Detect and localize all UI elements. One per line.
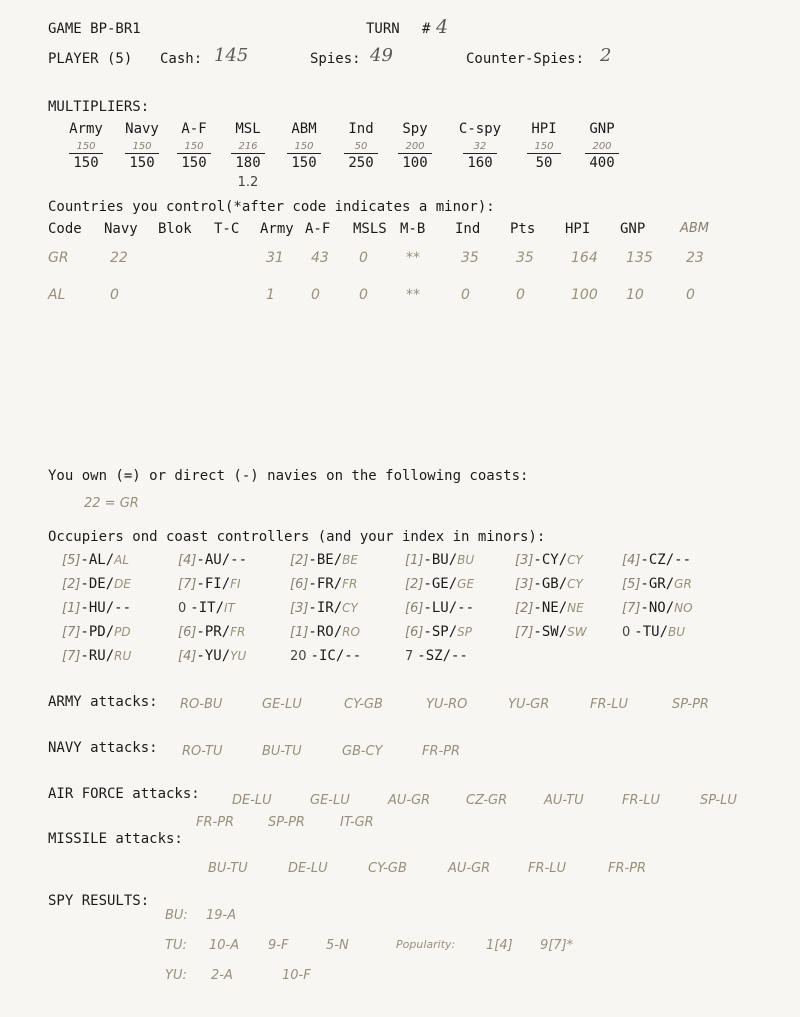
cell-code: AL: [48, 287, 66, 303]
spy-entry: 5-N: [326, 938, 349, 953]
multiplier-max-wrap: [450, 153, 510, 171]
occupier-owner: GR: [674, 577, 692, 591]
occupier-code: -AL/: [80, 552, 115, 568]
occupier-owner: FR: [342, 577, 358, 591]
cell-ind: 35: [461, 250, 479, 266]
occupier-item: [62, 648, 131, 664]
col-header-gnp: GNP: [620, 221, 646, 237]
cell-abm: 0: [686, 287, 695, 303]
player-label: PLAYER (5): [48, 51, 133, 67]
missile-attacks-label: MISSILE attacks:: [48, 831, 183, 847]
multiplier-current: 150: [534, 141, 554, 152]
multipliers-title: MULTIPLIERS:: [48, 99, 150, 115]
attack-entry: GB-CY: [342, 744, 383, 759]
multiplier-current: 150: [132, 141, 152, 152]
navies-title: You own (=) or direct (-) navies on the following coasts:: [48, 468, 529, 484]
multiplier-current: 32: [473, 141, 487, 152]
spy-entry: BU:: [165, 908, 188, 923]
spy-entry: TU:: [165, 938, 187, 953]
occupier-index: [7]: [62, 625, 81, 640]
occupier-owner: FR: [230, 625, 246, 639]
multiplier-max-wrap: [274, 153, 334, 171]
col-header-blok: Blok: [158, 221, 192, 237]
cell-hpi: 100: [571, 287, 598, 303]
col-header-msls: MSLS: [353, 221, 387, 237]
col-header-hpi: HPI: [565, 221, 591, 237]
occupier-owner: IT: [224, 601, 235, 615]
attack-entry: DE-LU: [288, 861, 328, 876]
table-row: [0, 250, 800, 272]
multiplier-current: 150: [76, 141, 96, 152]
occupier-index: [7]: [62, 649, 81, 664]
occupier-index: 20: [290, 649, 307, 664]
multiplier-max-wrap: [56, 153, 116, 171]
attack-entry: YU-GR: [508, 697, 550, 712]
spy-entry: 2-A: [211, 968, 233, 983]
occupier-index: [7]: [622, 601, 641, 616]
occupier-item: [622, 552, 691, 568]
attack-entry: BU-TU: [262, 744, 302, 759]
cell-abm: 23: [686, 250, 704, 266]
multiplier-col-c-spy: [450, 121, 510, 171]
multiplier-label: MSL: [235, 121, 261, 137]
occupier-item: [290, 552, 358, 568]
occupier-code: -PR/: [196, 624, 231, 640]
cell-navy: 22: [110, 250, 128, 266]
multiplier-max: 180: [231, 153, 265, 171]
occupier-item: [405, 624, 472, 640]
turn-value: 4: [436, 16, 449, 38]
occupier-code: -LU/--: [423, 600, 474, 616]
attack-entry: AU-GR: [388, 793, 431, 808]
occupier-code: -FR/: [308, 576, 343, 592]
multiplier-current: 50: [354, 141, 368, 152]
multiplier-max-wrap: [218, 153, 278, 171]
table-row: [0, 287, 800, 309]
attack-entry: RO-BU: [180, 697, 223, 712]
spy-entry: 19-A: [206, 908, 237, 923]
col-header-abm: ABM: [680, 221, 710, 236]
occupier-item: [290, 624, 360, 640]
attack-entry: SP-LU: [700, 793, 737, 808]
multiplier-max-wrap: [164, 153, 224, 171]
occupier-item: [405, 600, 474, 616]
occupier-code: -PD/: [80, 624, 115, 640]
multiplier-max-wrap: [331, 153, 391, 171]
navies-value: 22 = GR: [84, 496, 139, 511]
multiplier-note: 1.2: [237, 175, 259, 190]
occupier-item: [515, 552, 583, 568]
attack-entry: GE-LU: [262, 697, 302, 712]
cell-msls: 0: [359, 250, 368, 266]
occupier-owner: SW: [567, 625, 587, 639]
occupier-owner: BE: [342, 553, 358, 567]
attack-entry: YU-RO: [426, 697, 468, 712]
occupier-code: -IR/: [308, 600, 343, 616]
attack-entry: CZ-GR: [466, 793, 508, 808]
multiplier-current: 200: [405, 141, 425, 152]
multiplier-col-spy: [385, 121, 445, 171]
occupier-code: -IC/--: [310, 648, 362, 664]
occupier-index: [7]: [515, 625, 534, 640]
attack-entry: FR-LU: [528, 861, 566, 876]
attack-entry: RO-TU: [182, 744, 223, 759]
occupier-code: -RU/: [80, 648, 115, 664]
spy-entry: 1[4]: [486, 938, 513, 953]
occupier-item: [622, 600, 693, 616]
occupier-item: [405, 576, 474, 592]
occupier-code: -CZ/--: [640, 552, 691, 568]
col-header-navy: Navy: [104, 221, 138, 237]
multiplier-max: 160: [463, 153, 497, 171]
cash-label: Cash:: [160, 51, 203, 67]
multiplier-col-hpi: [514, 121, 574, 171]
occupier-index: [6]: [405, 625, 424, 640]
army-attacks-label: ARMY attacks:: [48, 694, 158, 710]
occupier-index: [7]: [178, 577, 197, 592]
occupier-index: [3]: [515, 577, 534, 592]
multiplier-max-wrap: [385, 153, 445, 171]
occupier-owner: BU: [457, 553, 475, 567]
counter-spies-value: 2: [600, 45, 612, 66]
occupier-index: [1]: [405, 553, 424, 568]
cell-code: GR: [48, 250, 69, 266]
occupier-owner: NO: [674, 601, 693, 615]
multiplier-max-wrap: [112, 153, 172, 171]
occupier-index: [2]: [62, 577, 81, 592]
cell-mb: **: [406, 287, 420, 303]
attack-entry: BU-TU: [208, 861, 248, 876]
occupier-code: -HU/--: [80, 600, 131, 616]
attack-entry: CY-GB: [368, 861, 407, 876]
occupier-owner: CY: [567, 553, 583, 567]
occupier-item: [405, 648, 468, 664]
occupier-index: [5]: [622, 577, 641, 592]
multiplier-col-gnp: [572, 121, 632, 171]
navy-attacks-label: NAVY attacks:: [48, 740, 158, 756]
cell-pts: 0: [516, 287, 525, 303]
spy-entry: 10-A: [209, 938, 240, 953]
multiplier-label: Army: [69, 121, 103, 137]
multiplier-label: C-spy: [458, 121, 502, 137]
multiplier-col-msl: [218, 121, 278, 190]
multiplier-max: 150: [125, 153, 159, 171]
occupier-index: 7: [405, 649, 414, 664]
occupier-item: [405, 552, 474, 568]
occupier-owner: CY: [567, 577, 583, 591]
col-header-a-f: A-F: [305, 221, 331, 237]
col-header-code: Code: [48, 221, 82, 237]
occupier-code: -IT/: [190, 600, 224, 616]
occupier-owner: PD: [114, 625, 131, 639]
cell-af: 0: [311, 287, 320, 303]
occupier-code: -CY/: [533, 552, 568, 568]
occupier-index: 0: [622, 625, 631, 640]
occupier-code: -DE/: [80, 576, 115, 592]
occupier-code: -FI/: [196, 576, 231, 592]
occupier-item: [622, 576, 692, 592]
attack-entry: FR-PR: [196, 815, 235, 830]
countries-title: Countries you control(*after code indicates a minor):: [48, 199, 495, 215]
attack-entry: FR-PR: [608, 861, 647, 876]
attack-entry: SP-PR: [672, 697, 709, 712]
occupier-index: [2]: [290, 553, 309, 568]
occupier-item: [515, 624, 587, 640]
occupier-owner: GE: [457, 577, 475, 591]
occupier-code: -GR/: [640, 576, 675, 592]
game-label: GAME BP-BR1: [48, 21, 141, 37]
multiplier-max: 150: [177, 153, 211, 171]
occupier-code: -GE/: [423, 576, 458, 592]
multiplier-col-navy: [112, 121, 172, 171]
occupier-index: [5]: [62, 553, 81, 568]
occupier-index: [6]: [178, 625, 197, 640]
occupier-code: -TU/: [634, 624, 668, 640]
multiplier-col-ind: [331, 121, 391, 171]
attack-entry: FR-LU: [622, 793, 660, 808]
cell-pts: 35: [516, 250, 534, 266]
occupier-item: [62, 576, 131, 592]
cell-af: 43: [311, 250, 329, 266]
spy-entry: 9-F: [268, 938, 289, 953]
spy-entry: YU:: [165, 968, 187, 983]
col-header-army: Army: [260, 221, 294, 237]
turn-label: TURN: [366, 21, 400, 37]
air-force-attacks-label: AIR FORCE attacks:: [48, 786, 200, 802]
multiplier-label: Spy: [402, 121, 428, 137]
turn-hash: #: [422, 21, 431, 37]
occupier-item: [178, 600, 235, 616]
occupier-index: [4]: [178, 553, 197, 568]
multiplier-max: 150: [69, 153, 103, 171]
col-header-m-b: M-B: [400, 221, 426, 237]
occupier-owner: RU: [114, 649, 132, 663]
occupier-item: [178, 648, 246, 664]
occupier-index: [1]: [62, 601, 81, 616]
occupier-owner: RO: [342, 625, 360, 639]
occupier-item: [290, 648, 361, 664]
occupier-index: [3]: [290, 601, 309, 616]
occupier-index: [6]: [405, 601, 424, 616]
occupier-code: -AU/--: [196, 552, 247, 568]
occupiers-title: Occupiers ond coast controllers (and your index in minors):: [48, 529, 546, 545]
cell-gnp: 135: [626, 250, 653, 266]
occupier-code: -BE/: [308, 552, 343, 568]
multiplier-max: 50: [527, 153, 561, 171]
occupier-owner: SP: [457, 625, 472, 639]
occupier-owner: NE: [567, 601, 584, 615]
cell-army: 1: [266, 287, 275, 303]
occupier-owner: YU: [230, 649, 247, 663]
occupier-item: [290, 600, 358, 616]
multiplier-col-army: [56, 121, 116, 171]
cell-ind: 0: [461, 287, 470, 303]
occupier-owner: AL: [114, 553, 130, 567]
multiplier-max-wrap: [572, 153, 632, 171]
cash-value: 145: [214, 45, 249, 66]
multiplier-col-abm: [274, 121, 334, 171]
multiplier-label: GNP: [589, 121, 615, 137]
col-header-t-c: T-C: [214, 221, 240, 237]
occupier-index: [1]: [290, 625, 309, 640]
occupier-code: -YU/: [196, 648, 231, 664]
multiplier-label: Navy: [125, 121, 159, 137]
occupier-item: [515, 576, 583, 592]
occupier-item: [62, 624, 131, 640]
occupier-item: [515, 600, 584, 616]
occupier-index: [4]: [178, 649, 197, 664]
multiplier-label: A-F: [181, 121, 207, 137]
multiplier-current: 150: [294, 141, 314, 152]
occupier-code: -RO/: [308, 624, 343, 640]
col-header-pts: Pts: [510, 221, 536, 237]
multiplier-max: 400: [585, 153, 619, 171]
occupier-code: -GB/: [533, 576, 568, 592]
occupier-item: [178, 576, 241, 592]
occupier-code: -SW/: [533, 624, 568, 640]
occupier-owner: DE: [114, 577, 131, 591]
occupier-item: [622, 624, 685, 640]
spy-entry: 9[7]*: [540, 938, 574, 953]
occupier-item: [62, 600, 131, 616]
occupier-item: [290, 576, 357, 592]
multiplier-max: 100: [398, 153, 432, 171]
counter-spies-label: Counter-Spies:: [466, 51, 585, 67]
spy-entry: Popularity:: [396, 938, 456, 951]
occupier-index: [4]: [622, 553, 641, 568]
multiplier-current: 150: [184, 141, 204, 152]
multiplier-current: 216: [238, 141, 258, 152]
occupier-index: [6]: [290, 577, 309, 592]
multiplier-max-wrap: [514, 153, 574, 171]
cell-gnp: 10: [626, 287, 644, 303]
cell-army: 31: [266, 250, 284, 266]
attack-entry: AU-GR: [448, 861, 491, 876]
col-header-ind: Ind: [455, 221, 481, 237]
occupier-code: -SP/: [423, 624, 458, 640]
countries-header-row: [0, 221, 800, 243]
spy-entry: 10-F: [282, 968, 311, 983]
cell-navy: 0: [110, 287, 119, 303]
attack-entry: AU-TU: [544, 793, 584, 808]
multiplier-label: Ind: [348, 121, 374, 137]
multiplier-max: 150: [287, 153, 321, 171]
occupier-owner: BU: [668, 625, 686, 639]
occupier-owner: CY: [342, 601, 358, 615]
attack-entry: GE-LU: [310, 793, 350, 808]
multiplier-label: HPI: [531, 121, 557, 137]
occupier-index: [3]: [515, 553, 534, 568]
occupier-item: [178, 552, 247, 568]
occupier-owner: FI: [230, 577, 241, 591]
attack-entry: CY-GB: [344, 697, 383, 712]
attack-entry: FR-LU: [590, 697, 628, 712]
occupier-code: -NE/: [533, 600, 568, 616]
cell-hpi: 164: [571, 250, 598, 266]
cell-msls: 0: [359, 287, 368, 303]
occupier-item: [178, 624, 245, 640]
multiplier-label: ABM: [291, 121, 317, 137]
spies-value: 49: [370, 45, 393, 66]
occupier-code: -SZ/--: [417, 648, 468, 664]
occupier-index: [2]: [405, 577, 424, 592]
occupier-code: -BU/: [423, 552, 458, 568]
spies-label: Spies:: [310, 51, 361, 67]
multiplier-max: 250: [344, 153, 378, 171]
attack-entry: DE-LU: [232, 793, 272, 808]
cell-mb: **: [406, 250, 420, 266]
attack-entry: FR-PR: [422, 744, 461, 759]
attack-entry: IT-GR: [340, 815, 374, 830]
occupier-item: [62, 552, 129, 568]
spy-results-label: SPY RESULTS:: [48, 893, 150, 909]
occupier-index: 0: [178, 601, 187, 616]
occupier-code: -NO/: [640, 600, 675, 616]
occupier-index: [2]: [515, 601, 534, 616]
multiplier-col-a-f: [164, 121, 224, 171]
multiplier-current: 200: [592, 141, 612, 152]
attack-entry: SP-PR: [268, 815, 305, 830]
